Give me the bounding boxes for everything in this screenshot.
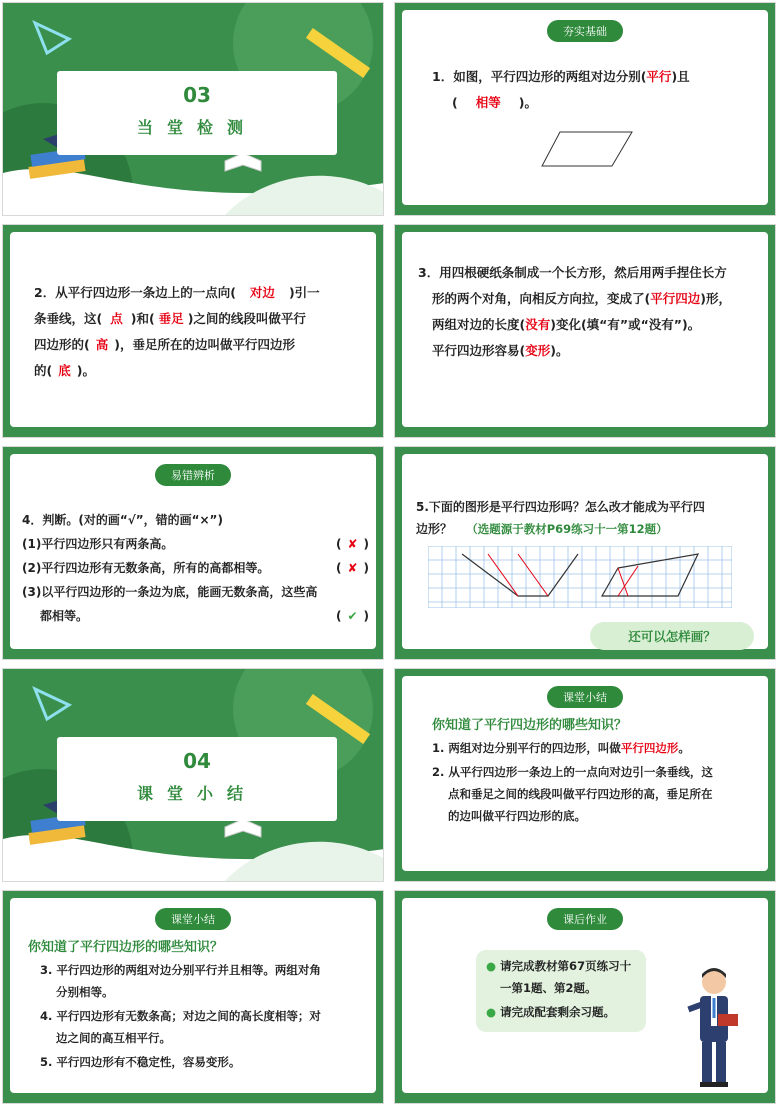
judge-item-2: (2)平行四边形有无数条高，所有的高都相等。	[22, 561, 270, 575]
slide-q1[interactable]	[394, 2, 776, 216]
triangle-icon	[35, 23, 69, 53]
homework-item-2: ● 请完成配套剩余习题。	[486, 1005, 616, 1019]
slide-summary-2[interactable]	[2, 890, 384, 1104]
section-badge: 课后作业	[547, 908, 623, 930]
section-title: 课堂小结	[136, 784, 257, 803]
summary-point-4: 4. 平行四边形有无数条高；对边之间的高长度相等；对	[40, 1009, 321, 1023]
slide-section-04[interactable]	[2, 668, 384, 882]
question-2-line-1: 2．从平行四边形一条边上的一点向( 对边 )引一	[34, 285, 320, 300]
judge-answer-3: ( ✔ )	[336, 609, 370, 623]
homework-bubble	[476, 950, 646, 1032]
summary-point-1: 1. 两组对边分别平行的四边形，叫做平行四边形。	[432, 741, 690, 755]
summary-point-5: 5. 平行四边形有不稳定性，容易变形。	[40, 1055, 241, 1069]
summary-point-2-end: 的边叫做平行四边形的底。	[448, 809, 586, 823]
section-number: 03	[183, 83, 211, 107]
cloud-bubble	[590, 622, 754, 650]
summary-point-4-cont: 边之间的高互相平行。	[56, 1031, 171, 1045]
judge-answer-2: ( ✘ )	[336, 561, 370, 575]
summary-point-3-cont: 分别相等。	[56, 985, 114, 999]
open-book-icon	[225, 819, 261, 837]
question-5-line-2: 边形？ （选题源于教材P69练习十一第12题）	[416, 522, 668, 536]
slide-card	[402, 10, 768, 205]
source-note: （选题源于教材P69练习十一第12题）	[466, 522, 668, 536]
summary-point-3: 3. 平行四边形的两组对边分别平行并且相等。两组对角	[40, 963, 321, 977]
bullet-icon: ●	[486, 1005, 497, 1019]
bullet-icon: ●	[486, 959, 497, 973]
section-badge: 易错辨析	[155, 464, 231, 486]
question-2-line-3: 四边形的( 高 )，垂足所在的边叫做平行四边形	[34, 337, 295, 352]
slide-summary-1[interactable]	[394, 668, 776, 882]
section-title-card	[57, 737, 337, 821]
judge-item-3: (3)以平行四边形的一条边为底，能画无数条高，这些高	[22, 585, 318, 599]
question-1: 1．如图，平行四边形的两组对边分别(平行)且	[432, 69, 690, 84]
slide-section-03[interactable]	[2, 2, 384, 216]
slide-card	[402, 898, 768, 1093]
parallelogram-figure	[540, 130, 640, 170]
slide-card	[402, 676, 768, 871]
slide-q3[interactable]	[394, 224, 776, 438]
homework-item-1-cont: 一第1题、第2题。	[500, 981, 597, 995]
answer-equal: 相等	[475, 95, 501, 110]
question-1-cont: ( 相等 )。	[452, 95, 537, 110]
open-book-icon	[225, 153, 261, 171]
slide-card	[10, 454, 376, 649]
slide-card	[402, 232, 768, 427]
section-title: 当堂检测	[136, 118, 257, 137]
section-badge: 课堂小结	[155, 908, 231, 930]
judge-item-3-cont: 都相等。	[40, 609, 89, 623]
homework-item-1: ● 请完成教材第67页练习十	[486, 959, 632, 973]
question-2-line-2: 条垂线，这( 点 )和( 垂足 )之间的线段叫做平行	[34, 311, 306, 326]
summary-heading: 你知道了平行四边形的哪些知识？	[432, 718, 628, 733]
judge-item-1: (1)平行四边形只有两条高。	[22, 537, 174, 551]
grid-figure	[428, 546, 732, 608]
slide-q4[interactable]	[2, 446, 384, 660]
cross-icon: ✘	[347, 561, 358, 575]
question-3-line-4: 平行四边形容易(变形)。	[432, 343, 569, 358]
slide-card	[402, 454, 768, 649]
summary-point-2: 2. 从平行四边形一条边上的一点向对边引一条垂线，这	[432, 765, 713, 779]
section-title-card	[57, 71, 337, 155]
question-4-intro: 4．判断。(对的画“√”，错的画“×”)	[22, 513, 223, 527]
section-badge: 夯实基础	[547, 20, 623, 42]
triangle-icon	[35, 689, 69, 719]
summary-heading: 你知道了平行四边形的哪些知识？	[28, 940, 224, 955]
section-badge: 课堂小结	[547, 686, 623, 708]
section-number: 04	[183, 749, 211, 773]
question-3-line-2: 形的两个对角，向相反方向拉，变成了(平行四边)形，	[432, 291, 731, 306]
slide-q5[interactable]	[394, 446, 776, 660]
answer-parallel: 平行	[646, 69, 672, 84]
cross-icon: ✘	[347, 537, 358, 551]
question-3-line-1: 3．用四根硬纸条制成一个长方形，然后用两手捏住长方	[418, 265, 727, 280]
question-2-line-4: 的( 底 )。	[34, 363, 95, 378]
question-5-line-1: 5.下面的图形是平行四边形吗？怎么改才能成为平行四	[416, 500, 705, 514]
teacher-figure-icon	[678, 964, 748, 1094]
slide-card	[10, 232, 376, 427]
cloud-bubble-text: 还可以怎样画？	[628, 629, 716, 644]
slide-q2[interactable]	[2, 224, 384, 438]
summary-point-2-cont: 点和垂足之间的线段叫做平行四边形的高，垂足所在	[448, 787, 713, 801]
question-3-line-3: 两组对边的长度(没有)变化(填“有”或“没有”)。	[432, 317, 701, 332]
slide-homework[interactable]	[394, 890, 776, 1104]
check-icon: ✔	[347, 609, 358, 623]
judge-answer-1: ( ✘ )	[336, 537, 370, 551]
slide-card	[10, 898, 376, 1093]
